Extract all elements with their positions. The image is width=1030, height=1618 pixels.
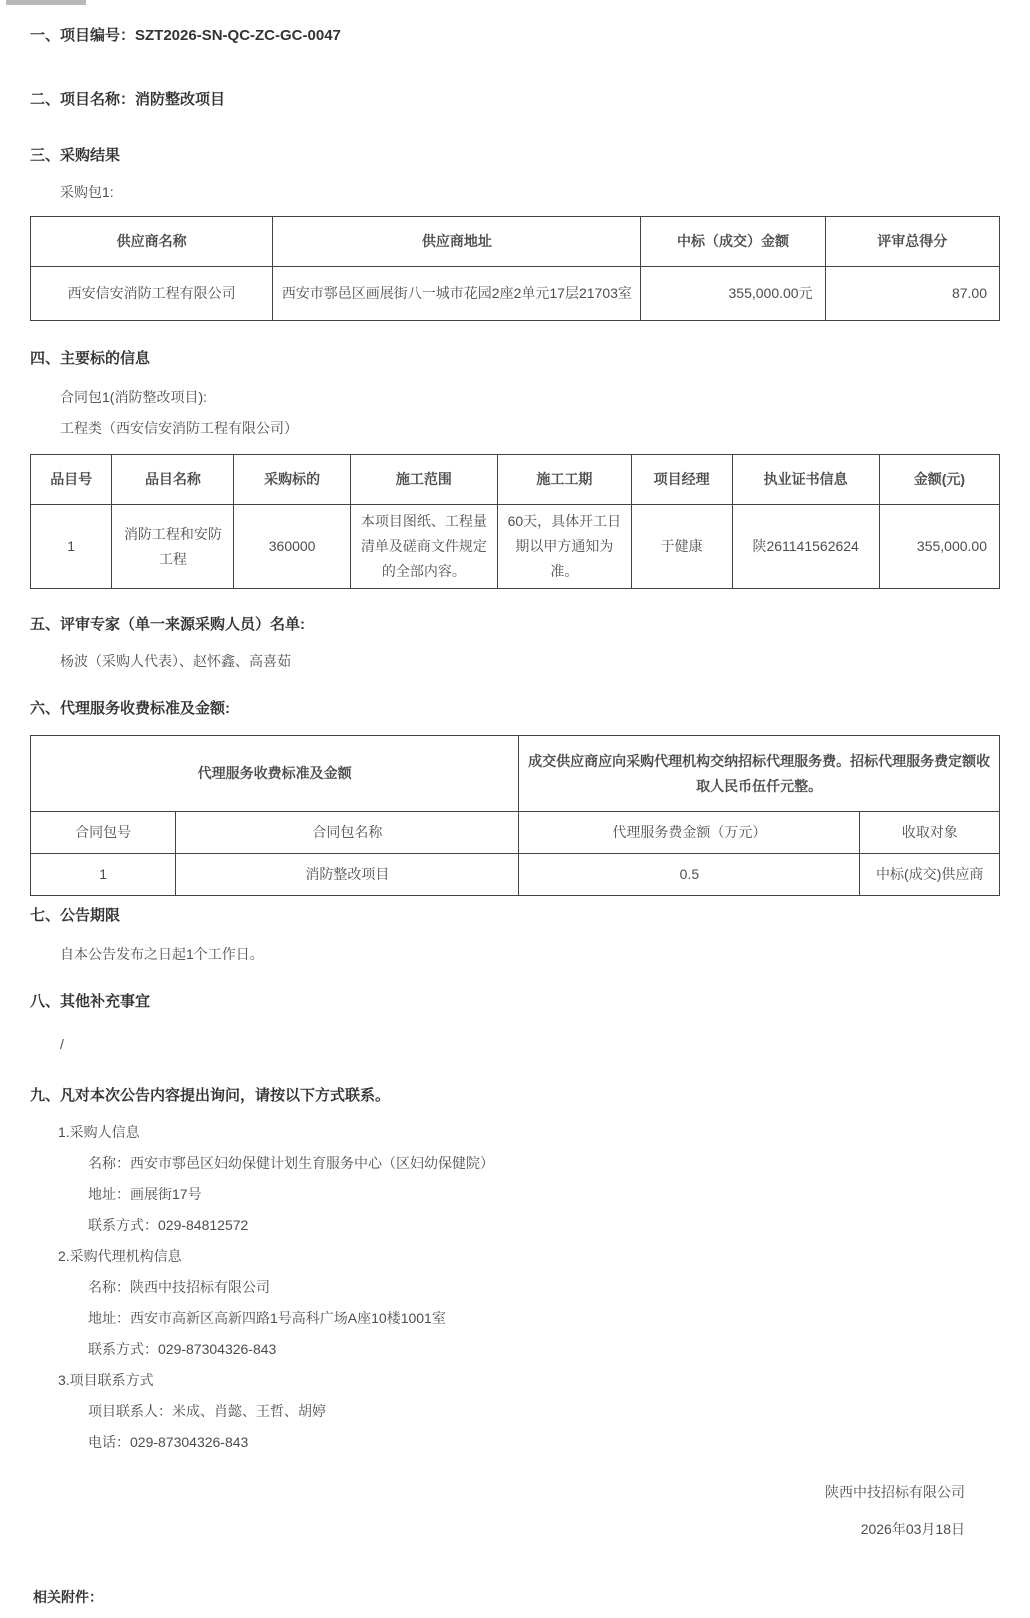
section-title-main-subject: 四、主要标的信息 (30, 350, 151, 367)
subject-cell-procurement-subject: 360000 (234, 505, 350, 589)
subject-cell-amount: 355,000.00 (879, 505, 999, 589)
agency-address: 地址：西安市高新区高新四路1号高科广场A座10楼1001室 (88, 1310, 446, 1326)
agency-name: 名称：陕西中技招标有限公司 (88, 1279, 270, 1295)
result-cell-award-amount: 355,000.00元 (641, 267, 825, 321)
section-title-announcement-period: 七、公告期限 (30, 907, 121, 924)
result-cell-review-score: 87.00 (825, 267, 999, 321)
subject-cell-license-info: 陕261141562624 (732, 505, 879, 589)
subject-header-license-info: 执业证书信息 (732, 455, 879, 505)
other-matters-body: / (60, 1036, 64, 1052)
subject-table-data-row (31, 505, 1000, 589)
result-header-supplier-name: 供应商名称 (31, 217, 273, 267)
project-contact-persons: 项目联系人：米成、肖懿、王哲、胡婷 (88, 1403, 326, 1419)
agency-header-fee-amount: 代理服务费金额（万元） (519, 812, 860, 854)
subject-cell-construction-period: 60天，具体开工日期以甲方通知为准。 (498, 505, 632, 589)
result-header-supplier-address: 供应商地址 (273, 217, 641, 267)
category-line: 工程类（西安信安消防工程有限公司） (60, 420, 298, 436)
section-title-procurement-result: 三、采购结果 (30, 147, 121, 164)
result-header-award-amount: 中标（成交）金额 (641, 217, 825, 267)
agency-cell-package-name: 消防整改项目 (176, 854, 519, 896)
agency-fee-table (30, 735, 1000, 896)
section-title-agency-fee: 六、代理服务收费标准及金额: (30, 700, 230, 717)
subject-cell-construction-scope: 本项目图纸、工程量清单及磋商文件规定的全部内容。 (350, 505, 497, 589)
subject-header-construction-scope: 施工范围 (350, 455, 497, 505)
main-subject-table (30, 454, 1000, 589)
agency-cell-fee-amount: 0.5 (519, 854, 860, 896)
purchaser-address: 地址：画展街17号 (88, 1186, 202, 1202)
signature-date: 2026年03月18日 (860, 1521, 965, 1537)
project-contact-group-title: 3.项目联系方式 (58, 1372, 154, 1388)
result-table-header-row (31, 217, 1000, 267)
section-title-contact-info: 九、凡对本次公告内容提出询问，请按以下方式联系。 (30, 1087, 391, 1104)
agency-fee-note-row (31, 736, 1000, 812)
announcement-period-body: 自本公告发布之日起1个工作日。 (60, 946, 264, 962)
subject-header-item-name: 品目名称 (112, 455, 234, 505)
result-cell-supplier-name: 西安信安消防工程有限公司 (31, 267, 273, 321)
result-table-data-row (31, 267, 1000, 321)
procurement-result-table (30, 216, 1000, 321)
section-title-project-name: 二、项目名称：消防整改项目 (30, 91, 226, 108)
agency-cell-package-no: 1 (31, 854, 176, 896)
agency-fee-data-row (31, 854, 1000, 896)
agency-group-title: 2.采购代理机构信息 (58, 1248, 182, 1264)
result-cell-supplier-address: 西安市鄠邑区画展街八一城市花园2座2单元17层21703室 (273, 267, 641, 321)
purchaser-phone: 联系方式：029-84812572 (88, 1217, 249, 1233)
subject-header-procurement-subject: 采购标的 (234, 455, 350, 505)
agency-header-charge-target: 收取对象 (860, 812, 1000, 854)
subject-header-item-no: 品目号 (31, 455, 112, 505)
agency-fee-header-row (31, 812, 1000, 854)
project-contact-phone: 电话：029-87304326-843 (88, 1434, 249, 1450)
attachments-label: 相关附件： (33, 1589, 103, 1605)
section-title-other-matters: 八、其他补充事宜 (30, 993, 151, 1010)
purchaser-name: 名称：西安市鄠邑区妇幼保健计划生育服务中心（区妇幼保健院） (88, 1155, 494, 1171)
agency-header-package-name: 合同包名称 (176, 812, 519, 854)
subject-cell-project-manager: 于健康 (631, 505, 732, 589)
review-expert-names: 杨波（采购人代表）、赵怀鑫、高喜茹 (60, 653, 291, 669)
agency-cell-charge-target: 中标(成交)供应商 (860, 854, 1000, 896)
subject-header-amount: 金额(元) (879, 455, 999, 505)
signature-company: 陕西中技招标有限公司 (825, 1484, 965, 1500)
subject-table-header-row (31, 455, 1000, 505)
section-title-review-experts: 五、评审专家（单一来源采购人员）名单: (30, 616, 305, 633)
contract-package-line: 合同包1(消防整改项目): (60, 389, 207, 405)
subject-cell-item-no: 1 (31, 505, 112, 589)
agency-header-package-no: 合同包号 (31, 812, 176, 854)
subject-header-construction-period: 施工工期 (498, 455, 632, 505)
result-header-review-score: 评审总得分 (825, 217, 999, 267)
agency-phone: 联系方式：029-87304326-843 (88, 1341, 277, 1357)
agency-fee-note-cell: 成交供应商应向采购代理机构交纳招标代理服务费。招标代理服务费定额收取人民币伍仟元整。 (519, 736, 1000, 812)
package-label: 采购包1: (60, 184, 114, 200)
subject-cell-item-name: 消防工程和安防工程 (112, 505, 234, 589)
subject-header-project-manager: 项目经理 (631, 455, 732, 505)
purchaser-group-title: 1.采购人信息 (58, 1124, 140, 1140)
section-title-project-number: 一、项目编号：SZT2026-SN-QC-ZC-GC-0047 (30, 27, 341, 44)
agency-fee-label-cell: 代理服务收费标准及金额 (31, 736, 519, 812)
cutoff-top-bar (6, 0, 86, 5)
